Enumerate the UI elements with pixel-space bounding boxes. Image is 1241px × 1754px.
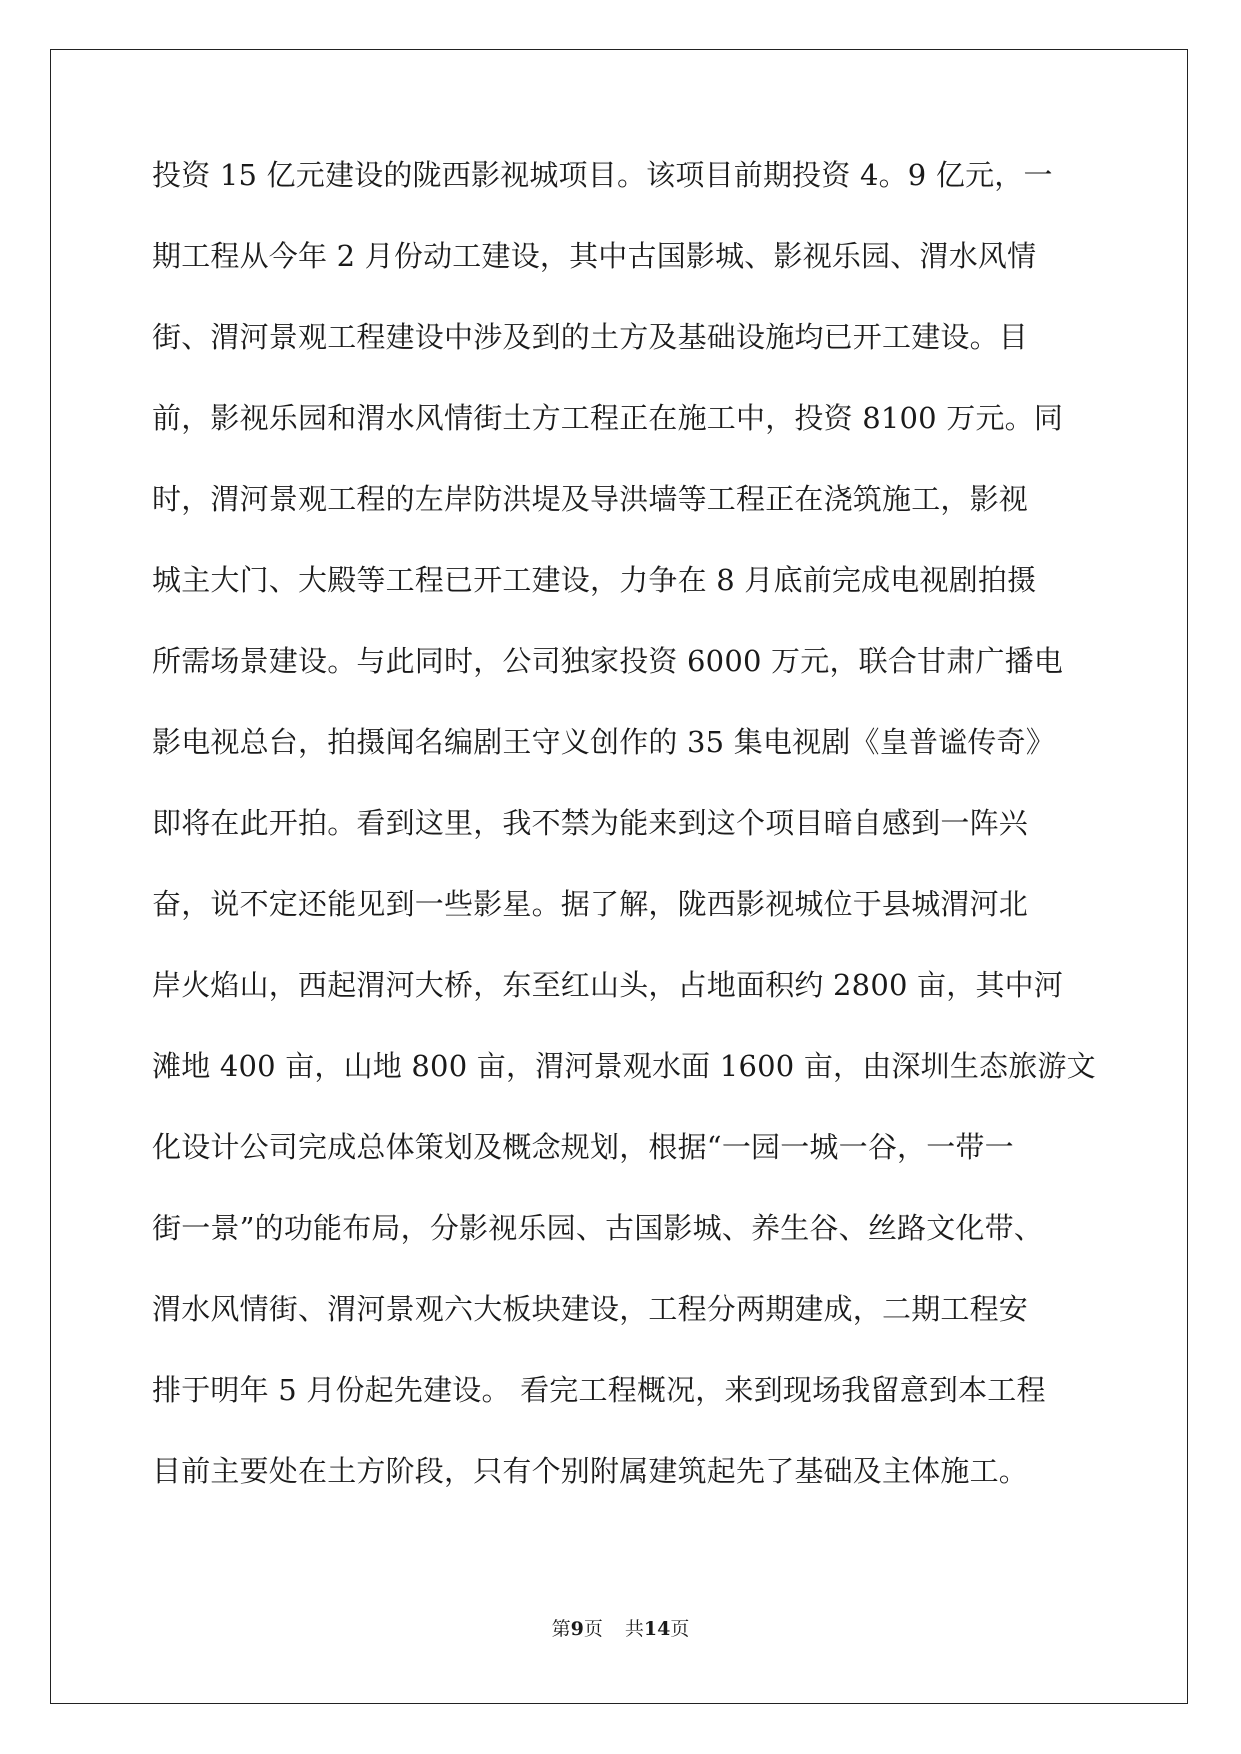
text-line: 化设计公司完成总体策划及概念规划，根据“一园一城一谷，一带一 <box>152 1130 1014 1164</box>
text-line: 时，渭河景观工程的左岸防洪堤及导洪墙等工程正在浇筑施工，影视 <box>152 482 1029 516</box>
text-line: 所需场景建设。与此同时，公司独家投资 6000 万元，联合甘肃广播电 <box>152 644 1064 678</box>
text-line: 即将在此开拍。看到这里，我不禁为能来到这个项目暗自感到一阵兴 <box>152 806 1029 840</box>
text-line: 期工程从今年 2 月份动工建设，其中古国影城、影视乐园、渭水风情 <box>152 239 1037 273</box>
total-suffix: 页 <box>670 1618 690 1640</box>
text-line: 街一景”的功能布局，分影视乐园、古国影城、养生谷、丝路文化带、 <box>152 1211 1044 1245</box>
body-text <box>152 155 1096 1532</box>
page-number: 9 <box>570 1618 584 1640</box>
total-prefix: 共 <box>624 1618 644 1640</box>
text-line: 投资 15 亿元建设的陇西影视城项目。该项目前期投资 4。9 亿元，一 <box>152 158 1053 192</box>
text-line: 滩地 400 亩，山地 800 亩，渭河景观水面 1600 亩，由深圳生态旅游文 <box>152 1049 1096 1083</box>
page-suffix: 页 <box>583 1618 603 1640</box>
text-line: 岸火焰山，西起渭河大桥，东至红山头，占地面积约 2800 亩，其中河 <box>152 968 1064 1002</box>
text-line: 街、渭河景观工程建设中涉及到的土方及基础设施均已开工建设。目 <box>152 320 1029 354</box>
text-line: 城主大门、大殿等工程已开工建设，力争在 8 月底前完成电视剧拍摄 <box>152 563 1037 597</box>
text-line: 排于明年 5 月份起先建设。 看完工程概况，来到现场我留意到本工程 <box>152 1373 1046 1407</box>
total-pages: 14 <box>643 1618 671 1640</box>
text-line: 目前主要处在土方阶段，只有个别附属建筑起先了基础及主体施工。 <box>152 1454 1029 1488</box>
text-line: 影电视总台，拍摄闻名编剧王守义创作的 35 集电视剧《皇普谧传奇》 <box>152 725 1055 759</box>
text-line: 前，影视乐园和渭水风情街土方工程正在施工中，投资 8100 万元。同 <box>152 401 1064 435</box>
text-line: 渭水风情街、渭河景观六大板块建设，工程分两期建成，二期工程安 <box>152 1292 1029 1326</box>
page-prefix: 第 <box>551 1618 571 1640</box>
text-line: 奋，说不定还能见到一些影星。据了解，陇西影视城位于县城渭河北 <box>152 887 1029 921</box>
page-footer <box>0 1617 1241 1641</box>
